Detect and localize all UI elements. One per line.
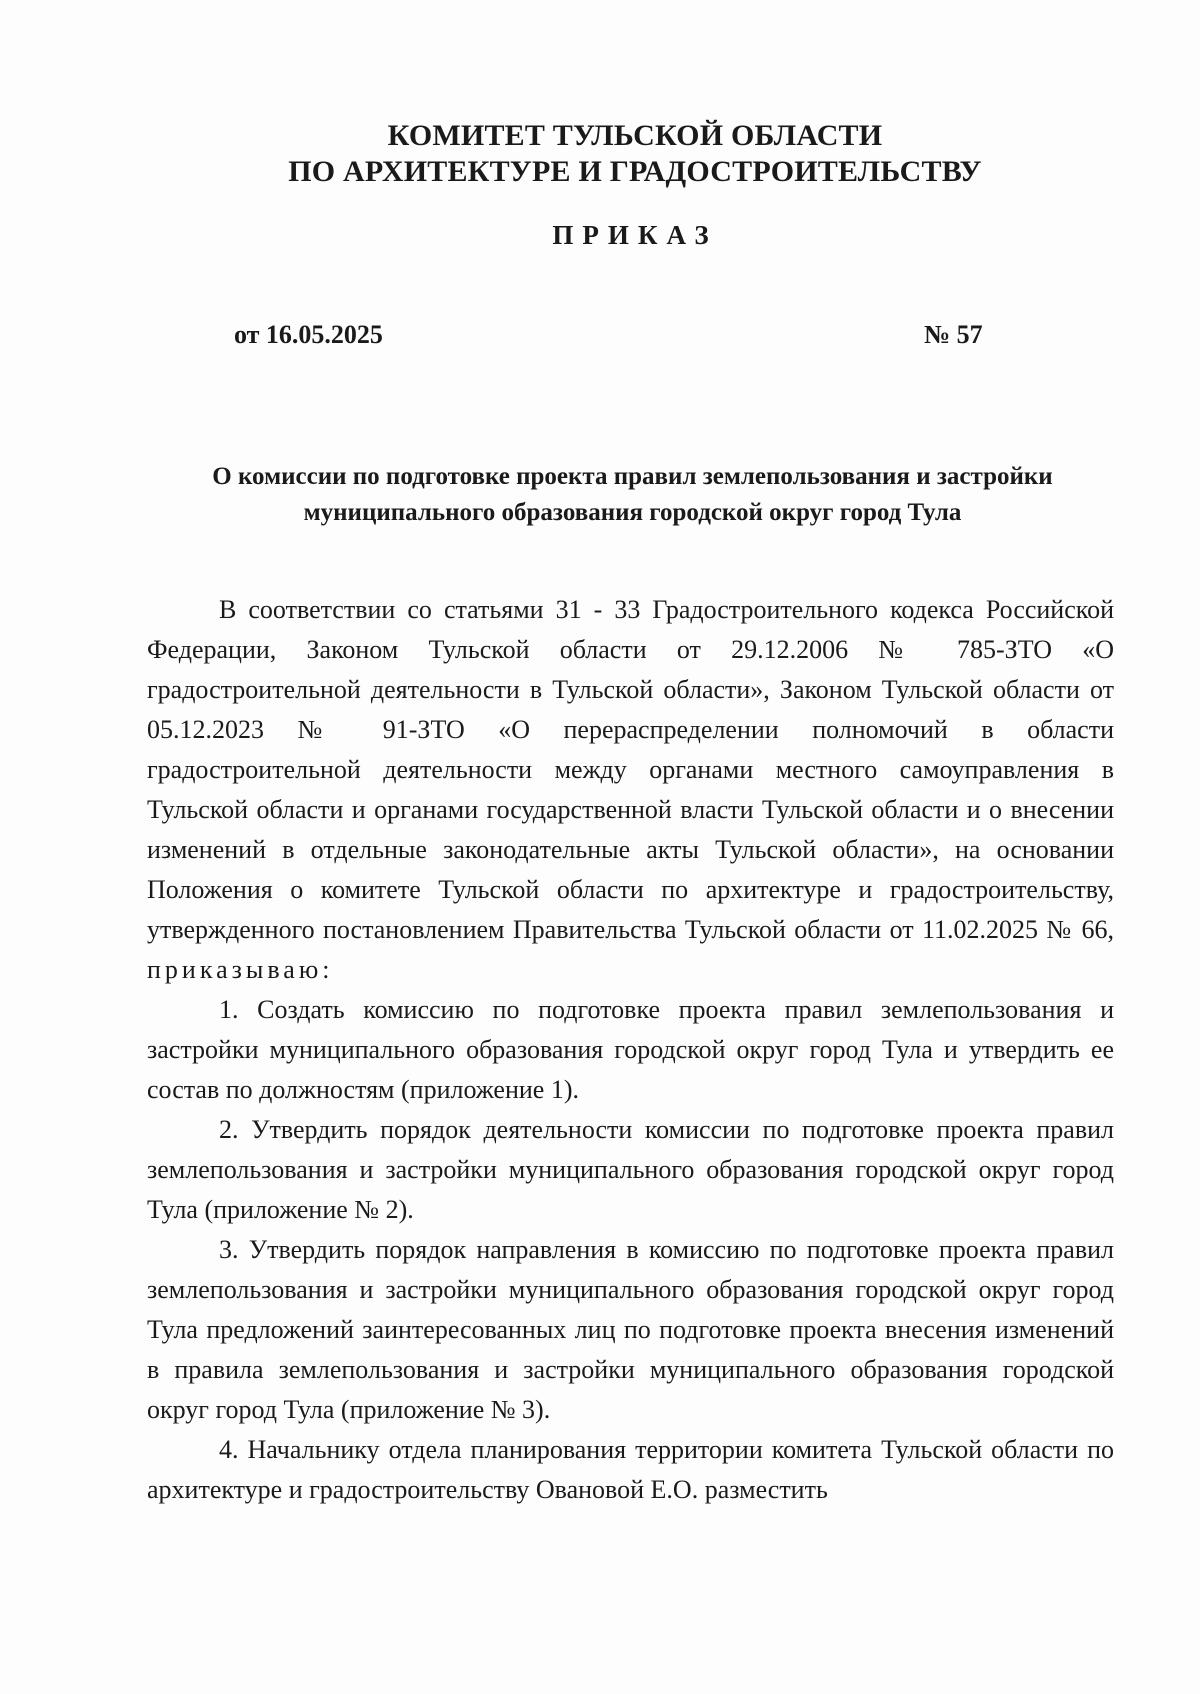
organization-header	[0, 118, 1200, 190]
preamble-paragraph	[147, 590, 1114, 990]
order-item-2: 2. Утвердить порядок деятельности комиссии по подготовке проекта правил землепользования и застройки муниципального образования городской округ город Тула (приложение № 2).	[147, 1115, 1114, 1224]
order-command: приказываю:	[147, 955, 334, 984]
organization-name-line1: КОМИТЕТ ТУЛЬСКОЙ ОБЛАСТИ	[387, 119, 883, 152]
order-subject-line1: О комиссии по подготовке проекта правил землепользования и застройки	[212, 463, 1053, 490]
organization-name-line2: ПО АРХИТЕКТУРЕ И ГРАДОСТРОИТЕЛЬСТВУ	[288, 155, 982, 188]
preamble-text: В соответствии со статьями 31 - 33 Градостроительного кодекса Российской Федерации, Законом Тульской области от 29.12.2006 № 785-ЗТО «О градостроительной деятельности в Тульской области», Законом Тульской области от 05.12.2023 № 91-ЗТО «О перераспределении полномочий в области градостроительной деятельности между органами местного самоуправления в Тульской области и органами государственной власти Тульской области и о внесении изменений в отдельные законодательные акты Тульской области», на основании Положения о комитете Тульской области по архитектуре и градостроительству, утвержденного постановлением Правительства Тульской области от 11.02.2025 № 66,	[147, 595, 1114, 944]
order-subject-line2: муниципального образования городской округ город Тула	[303, 499, 962, 526]
order-item-4: 4. Начальнику отдела планирования территории комитета Тульской области по архитектуре и градостроительству Овановой Е.О. разместить	[147, 1435, 1114, 1504]
order-body	[147, 590, 1114, 1510]
order-item-3: 3. Утвердить порядок направления в комиссию по подготовке проекта правил землепользования и застройки муниципального образования городской округ город Тула предложений заинтересованных лиц по подготовке проекта внесения изменений в правила землепользования и застройки муниципального образования городской округ город Тула (приложение № 3).	[147, 1235, 1114, 1424]
order-subject	[150, 459, 1115, 531]
order-number: № 57	[924, 320, 983, 349]
order-item-1: 1. Создать комиссию по подготовке проекта правил землепользования и застройки муниципального образования городской округ город Тула и утвердить ее состав по должностям (приложение 1).	[147, 995, 1114, 1104]
order-date: от 16.05.2025	[234, 320, 383, 349]
document-type-title: ПРИКАЗ	[552, 220, 718, 250]
